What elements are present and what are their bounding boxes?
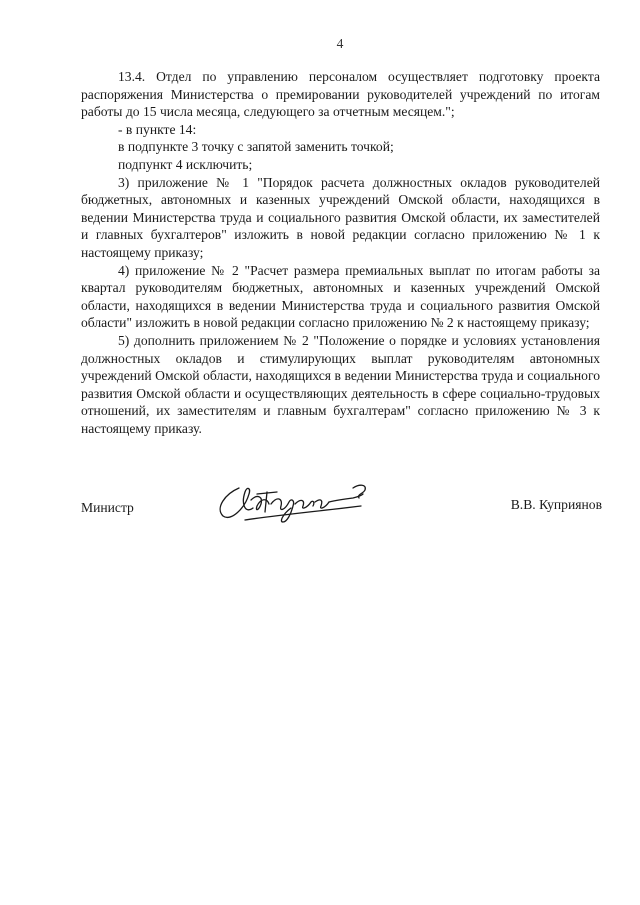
paragraph-item-14: - в пункте 14: <box>118 121 197 137</box>
signature-block <box>81 478 602 538</box>
page-number: 4 <box>336 36 344 51</box>
paragraph-appendix-2: 4) приложение № 2 "Расчет размера премиальных выплат по итогам работы за квартал руководителям бюджетных, автономных и казенных учреждений Омской области, находящихся в ведении Министерства труда и социального развития Омской области" изложить в новой редакции согласно приложению № 2 к настоящему приказу; <box>81 262 600 331</box>
paragraph-subitem-3: в подпункте 3 точку с запятой заменить точкой; <box>118 139 394 155</box>
paragraph-appendix-3: 5) дополнить приложением № 2 "Положение о порядке и условиях установления должностных окладов и стимулирующих выплат руководителям автономных учреждений Омской области, находящихся в ведении Министерства труда и социального развития Омской области и осуществляющих деятельность в сфере социально-трудовых отношений, их заместителям и главным бухгалтерам" согласно приложению № 3 к настоящему приказу. <box>81 332 600 436</box>
document-body <box>81 68 600 437</box>
handwritten-signature <box>211 478 376 528</box>
signatory-name: В.В. Куприянов <box>510 497 602 512</box>
paragraph-subitem-4: подпункт 4 исключить; <box>118 156 253 172</box>
paragraph-13-4: 13.4. Отдел по управлению персоналом осуществляет подготовку проекта распоряжения Министерства о премировании руководителей учреждений по итогам работы до 15 числа месяца, следующего за отчетным месяцем."; <box>81 69 600 120</box>
paragraph-appendix-1: 3) приложение № 1 "Порядок расчета должностных окладов руководителей бюджетных, автономных и казенных учреждений Омской области, находящихся в ведении Министерства труда и социального развития Омской области, их заместителей и главных бухгалтеров" изложить в новой редакции согласно приложению № 1 к настоящему приказу; <box>81 174 600 260</box>
signatory-title: Министр <box>81 500 134 515</box>
